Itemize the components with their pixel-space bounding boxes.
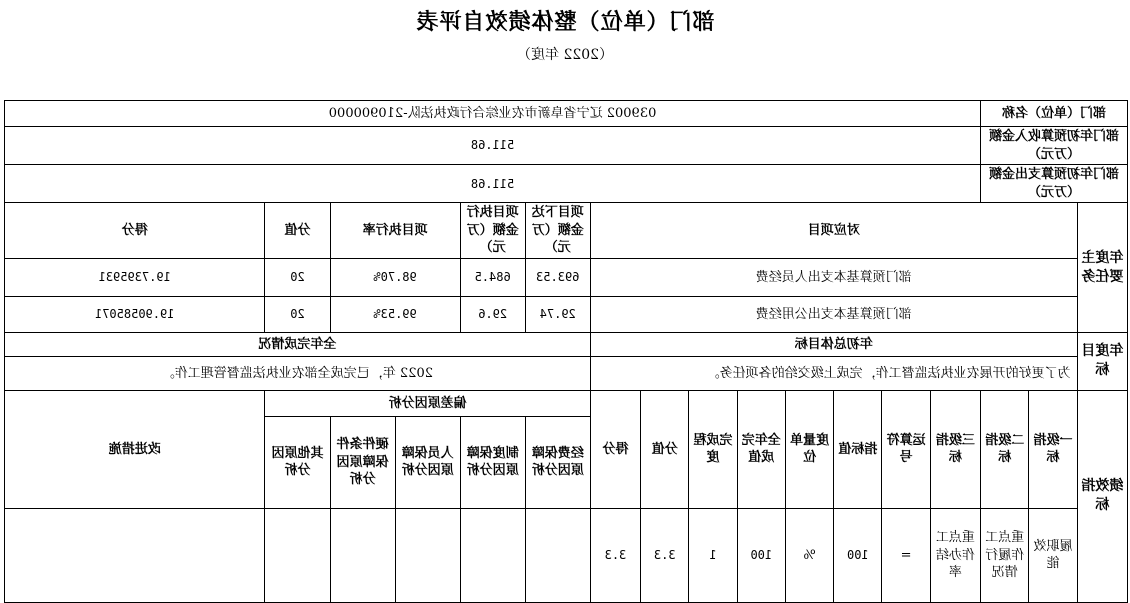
info-row-unit xyxy=(5,101,1128,127)
ind-level2: 重点工作履行情况 xyxy=(981,508,1029,602)
ind-header-deviation: 偏差原因分析 xyxy=(265,390,590,416)
ind-header-unit: 度量单位 xyxy=(785,390,833,508)
ind-target: 100 xyxy=(834,508,882,602)
indicators-header-row-1 xyxy=(5,390,1128,416)
page-subtitle-year: （2022 年度） xyxy=(516,47,614,63)
indicator-row xyxy=(5,508,1128,602)
unit-name-value: 039002 辽宁省阜新市农业综合行政执法队-210900000 xyxy=(5,101,981,127)
ind-header-degree: 完成程度 xyxy=(689,390,737,508)
task-rate: 98.70% xyxy=(330,258,460,296)
goals-content-row xyxy=(5,356,1128,390)
ind-header-other: 其他原因分析 xyxy=(265,416,330,508)
ind-funding-cell xyxy=(525,508,590,602)
ind-annual: 100 xyxy=(737,508,785,602)
task-executed: 29.6 xyxy=(460,296,525,332)
goals-completion-header: 全年完成情况 xyxy=(5,332,591,356)
ind-header-personnel: 人员保障原因分析 xyxy=(395,416,460,508)
ind-operator: = xyxy=(882,508,930,602)
income-label: 部门年初预算收入金额（万元） xyxy=(981,127,1128,165)
ind-header-score: 得分 xyxy=(590,390,640,508)
ind-level3: 重点工作办结率 xyxy=(930,508,980,602)
tasks-header-project: 对应项目 xyxy=(590,203,1077,259)
info-row-income xyxy=(5,127,1128,165)
task-score-value: 20 xyxy=(265,296,330,332)
ind-header-score-value: 分值 xyxy=(641,390,689,508)
ind-header-measures: 改进措施 xyxy=(5,390,265,508)
ind-other-cell xyxy=(265,508,330,602)
page-title: 部门（单位）整体绩效自评表 xyxy=(415,9,715,35)
task-project: 部门预算基本支出公用经费 xyxy=(590,296,1077,332)
task-score: 19.90585071 xyxy=(5,296,265,332)
task-issued: 693.53 xyxy=(525,258,590,296)
tasks-header-score: 得分 xyxy=(5,203,265,259)
indicators-section-label: 绩效指标 xyxy=(1077,390,1127,602)
ind-degree: 1 xyxy=(689,508,737,602)
expense-label: 部门年初预算支出金额（万元） xyxy=(981,165,1128,203)
task-score-value: 20 xyxy=(265,258,330,296)
ind-system-cell xyxy=(460,508,525,602)
tasks-header-rate: 项目执行率 xyxy=(330,203,460,259)
ind-header-target: 指标值 xyxy=(834,390,882,508)
goals-section-label: 年度目标 xyxy=(1077,332,1127,390)
ind-measures-cell xyxy=(5,508,265,602)
ind-unit: % xyxy=(785,508,833,602)
tasks-header-issued: 项目下达金额（万元） xyxy=(525,203,590,259)
ind-score-value: 3.3 xyxy=(641,508,689,602)
goals-header-row xyxy=(5,332,1128,356)
task-executed: 684.5 xyxy=(460,258,525,296)
goals-completion-text: 2022 年，已完成全部农业执法监督管理工作。 xyxy=(5,356,591,390)
expense-value: 511.68 xyxy=(5,165,981,203)
tasks-header-score-value: 分值 xyxy=(265,203,330,259)
ind-header-level2: 二级指标 xyxy=(981,390,1029,508)
ind-header-funding: 经费保障原因分析 xyxy=(525,416,590,508)
ind-header-system: 制度保障原因分析 xyxy=(460,416,525,508)
task-rate: 99.53% xyxy=(330,296,460,332)
task-row xyxy=(5,258,1128,296)
goals-overall-header: 年初总体目标 xyxy=(590,332,1077,356)
performance-table xyxy=(4,100,1128,603)
ind-header-operator: 运算符号 xyxy=(882,390,930,508)
ind-level1: 履职效能 xyxy=(1029,508,1077,602)
task-row xyxy=(5,296,1128,332)
ind-personnel-cell xyxy=(395,508,460,602)
income-value: 511.68 xyxy=(5,127,981,165)
goals-overall-text: 为了更好的开展农业执法监督工作，完成上级交给的各项任务。 xyxy=(590,356,1077,390)
info-row-expense xyxy=(5,165,1128,203)
tasks-header-executed: 项目执行金额（万元） xyxy=(460,203,525,259)
task-project: 部门预算基本支出人员经费 xyxy=(590,258,1077,296)
ind-score: 3.3 xyxy=(590,508,640,602)
tasks-header-row xyxy=(5,203,1128,259)
ind-header-annual: 全年完成值 xyxy=(737,390,785,508)
task-issued: 29.74 xyxy=(525,296,590,332)
ind-header-level1: 一级指标 xyxy=(1029,390,1077,508)
unit-name-label: 部门（单位）名称 xyxy=(981,101,1128,127)
task-score: 19.7395931 xyxy=(5,258,265,296)
ind-header-level3: 三级指标 xyxy=(930,390,980,508)
ind-hardware-cell xyxy=(330,508,395,602)
tasks-section-label: 年度主要任务 xyxy=(1077,203,1127,333)
ind-header-hardware: 硬件条件保障原因分析 xyxy=(330,416,395,508)
